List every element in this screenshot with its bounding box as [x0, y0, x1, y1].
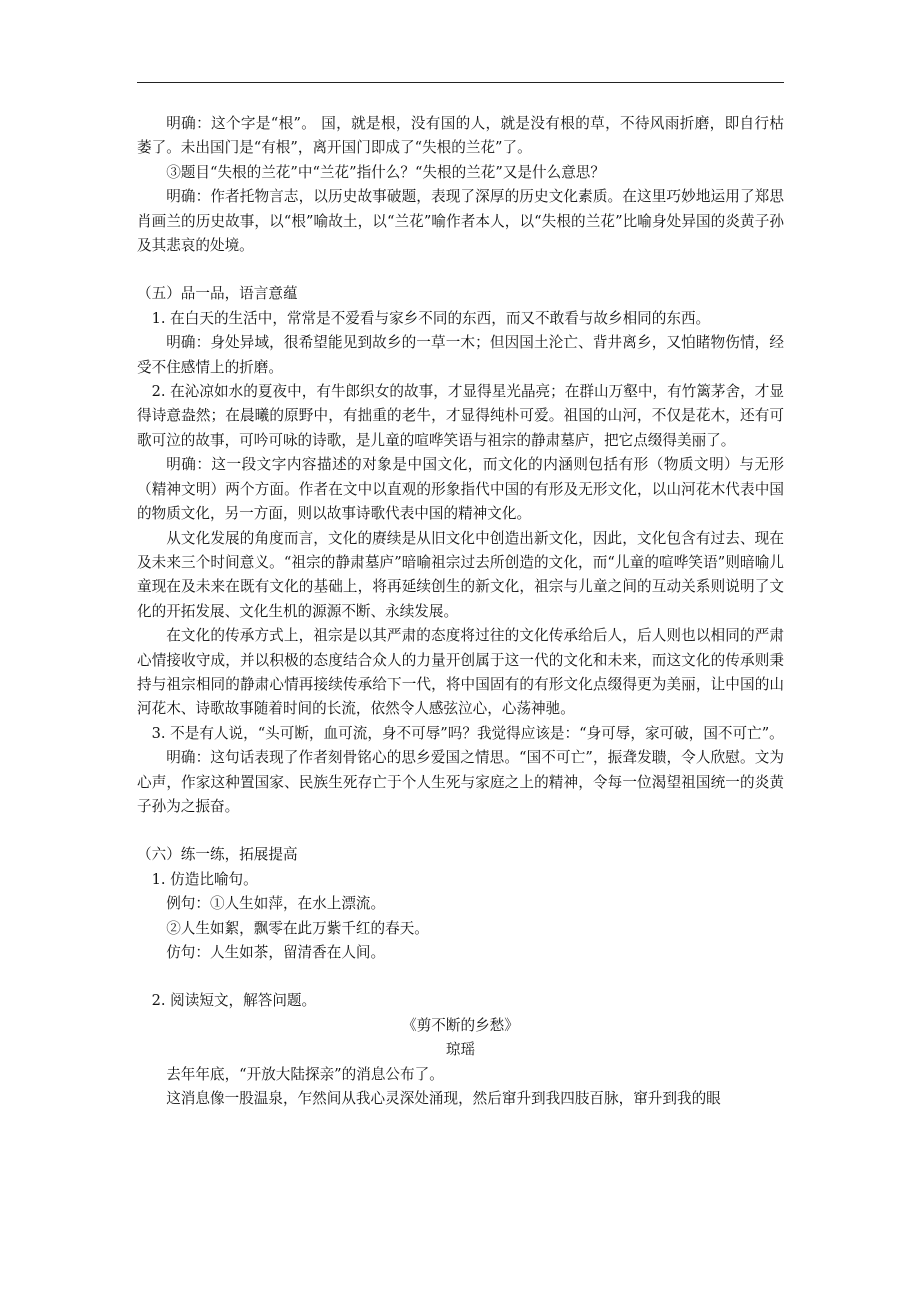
spacer: [137, 258, 784, 282]
answer-paragraph: 明确：这个字是“根”。 国，就是根，没有国的人，就是没有根的草，不待风雨折磨，即自行枯萎了。未出国门是“有根”，离开国门即成了“失根的兰花”了。: [137, 115, 784, 157]
article-paragraph: 去年年底，“开放大陆探亲”的消息公布了。: [166, 1065, 444, 1083]
section-heading: （五）品一品，语言意蕴: [137, 285, 298, 303]
numbered-item: 1. 仿造比喻句。: [151, 870, 258, 888]
article-title: 《剪不断的乡愁》: [402, 1016, 519, 1034]
header-rule: [137, 82, 784, 83]
spacer: [137, 819, 784, 843]
example-line: 例句：①人生如萍，在水上漂流。: [166, 895, 386, 913]
numbered-item: 2. 阅读短文，解答问题。: [151, 992, 317, 1010]
article-paragraph: 这消息像一股温泉，乍然间从我心灵深处涌现，然后窜升到我四肢百脉，窜升到我的眼: [166, 1090, 721, 1108]
article-author: 琼瑶: [445, 1041, 476, 1059]
section-heading: （六）练一练，拓展提高: [137, 846, 298, 864]
answer-paragraph: 明确：作者托物言志，以历史故事破题，表现了深厚的历史文化素质。在这里巧妙地运用了郑思肖画兰的历史故事，以“根”喻故土，以“兰花”喻作者本人，以“失根的兰花”比喻身处异国的炎黄子孙及其悲哀的处境。: [137, 188, 784, 255]
answer-paragraph: 明确：这一段文字内容描述的对象是中国文化，而文化的内涵则包括有形（物质文明）与无形（精神文明）两个方面。作者在文中以直观的形象指代中国的有形及无形文化，以山河花木代表中国的物质文化，另一方面，则以故事诗歌代表中国的精神文化。: [137, 456, 784, 523]
body-paragraph: 在文化的传承方式上，祖宗是以其严肃的态度将过往的文化传承给后人，后人则也以相同的严肃心情接收守成，并以积极的态度结合众人的力量开创属于这一代的文化和未来，而这文化的传承则秉持与祖宗相同的静肃心情再接续传承给下一代，将中国固有的有形文化点缀得更为美丽，让中国的山河花木、诗歌故事随着时间的长流，依然令人感弦泣心，心荡神驰。: [137, 627, 784, 718]
question-paragraph: ③题目“失根的兰花”中“兰花”指什么？“失根的兰花”又是什么意思？: [166, 163, 605, 181]
example-line: ②人生如絮，飘零在此万紫千红的春天。: [166, 919, 429, 937]
numbered-item: 1. 在白天的生活中，常常是不爱看与家乡不同的东西，而又不敢看与故乡相同的东西。: [151, 309, 711, 327]
answer-paragraph: 明确：身处异域，很希望能见到故乡的一草一木；但因国土沦亡、背井离乡，又怕睹物伤情，经受不住感情上的折磨。: [137, 334, 784, 376]
body-paragraph: 从文化发展的角度而言，文化的赓续是从旧文化中创造出新文化，因此，文化包含有过去、现在及未来三个时间意义。“祖宗的静肃墓庐”暗喻祖宗过去所创造的文化，而“儿童的喧哗笑语”则暗喻儿童现在及未来在既有文化的基础上，将再延续创生的新文化，祖宗与儿童之间的互动关系则说明了文化的开拓发展、文化生机的源源不断、永续发展。: [137, 529, 784, 620]
spacer: [137, 965, 784, 989]
example-line: 仿句：人生如茶，留清香在人间。: [166, 944, 386, 961]
answer-paragraph: 明确：这句话表现了作者刻骨铭心的思乡爱国之情思。“国不可亡”，振聋发聩，令人欣慰。文为心声，作家这种置国家、民族生死存亡于个人生死与家庭之上的精神，令每一位渴望祖国统一的炎黄子孙为之振奋。: [137, 749, 784, 815]
numbered-item: 3. 不是有人说，“头可断，血可流，身不可辱”吗？我觉得应该是：“身可辱，家可破，国不可亡”。: [151, 724, 784, 742]
numbered-item: 2. 在沁凉如水的夏夜中，有牛郎织女的故事，才显得星光晶亮；在群山万壑中，有竹篱茅舍，才显得诗意盎然；在晨曦的原野中，有拙重的老牛，才显得纯朴可爱。祖国的山河，不仅是花木，还有可歌可泣的故事，可吟可咏的诗歌，是儿童的喧哗笑语与祖宗的静肃墓庐，把它点缀得美丽了。: [137, 383, 784, 449]
document-body: [137, 112, 784, 1111]
